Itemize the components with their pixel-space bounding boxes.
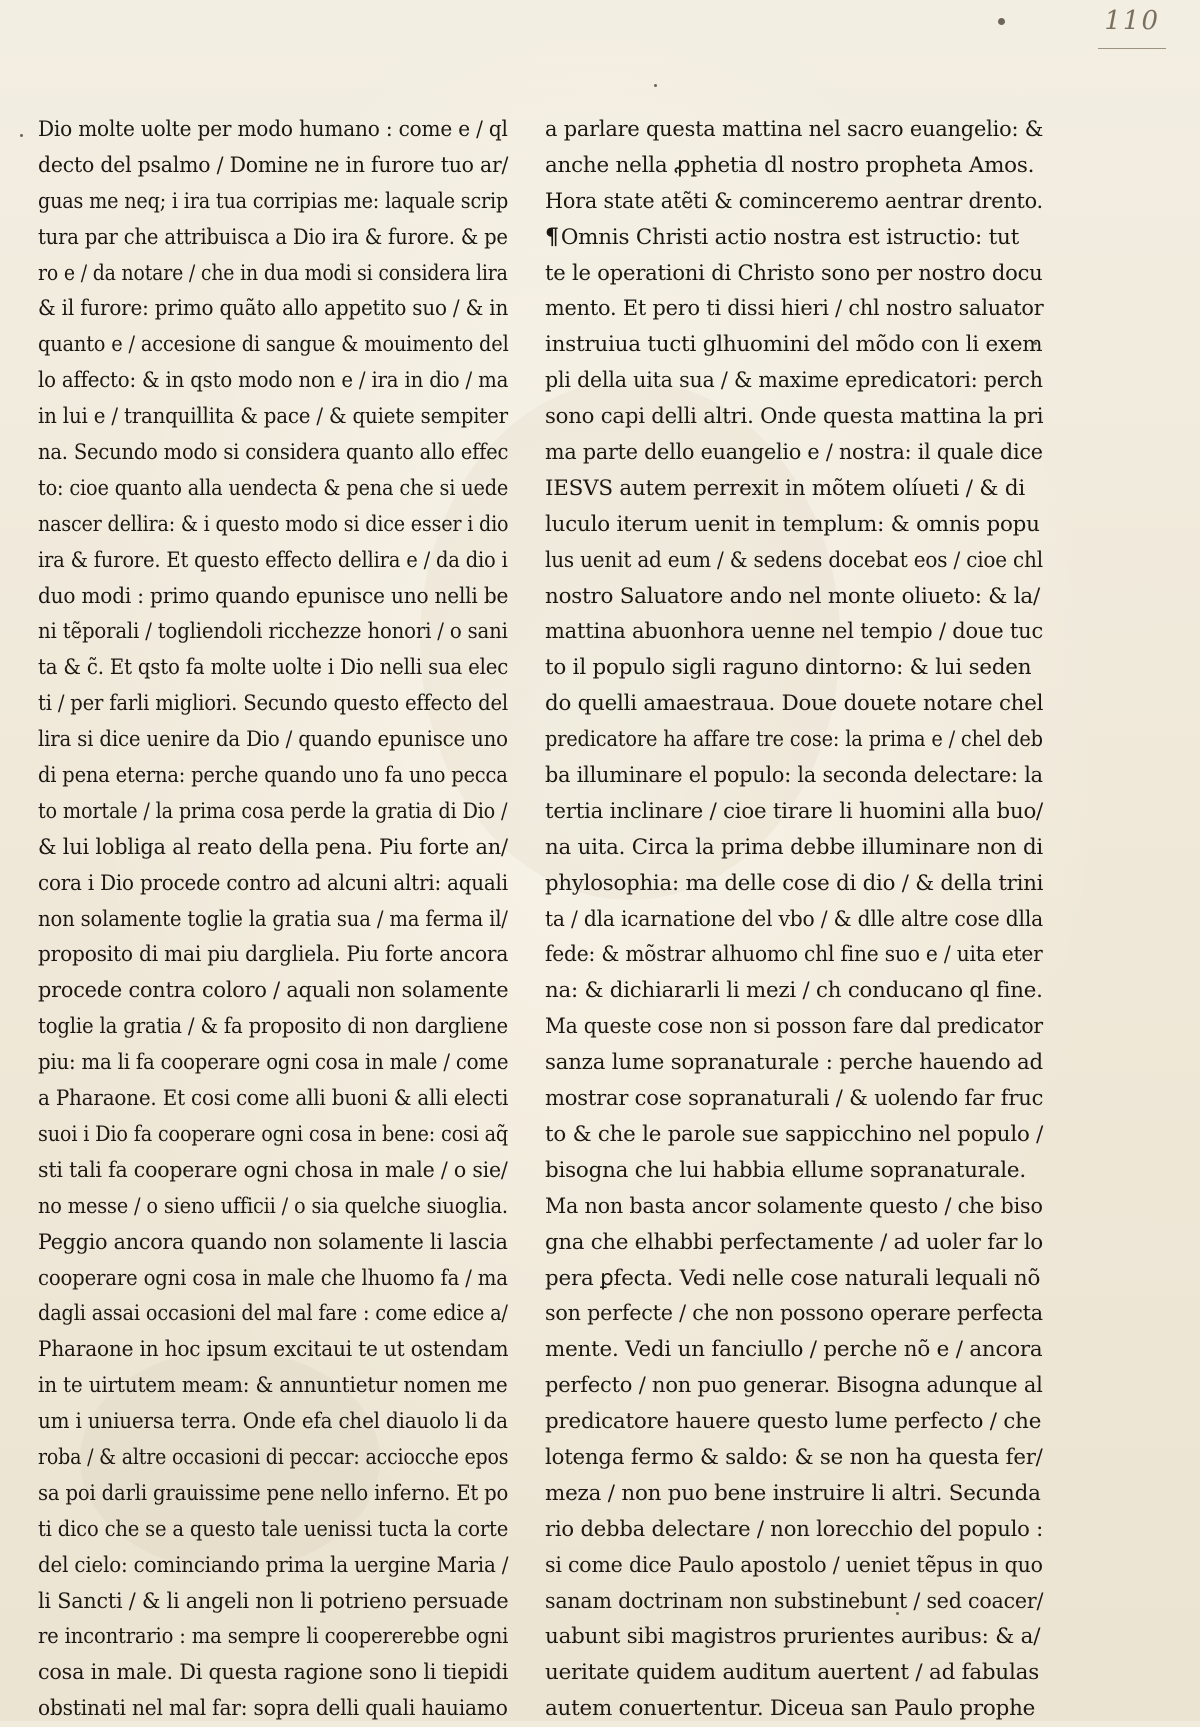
text-line — [545, 686, 1044, 722]
text-line — [545, 1153, 1043, 1189]
text-line-content: Hora state atẽti & cominceremo aentrar drento. — [545, 188, 1043, 214]
text-line-content: cora i Dio procede contro ad alcuni altri: aquali — [38, 870, 508, 896]
text-line-content: lus uenit ad eum / & sedens docebat eos / cioe chl — [545, 547, 1043, 573]
text-line-content: uabunt sibi magistros prurientes auribus: & a/ — [545, 1624, 1041, 1650]
left-text-column — [38, 112, 508, 1727]
text-line-content: Peggio ancora quando non solamente li lascia — [38, 1229, 508, 1255]
ink-speck — [20, 134, 23, 137]
text-line — [545, 579, 1043, 615]
text-line-content: roba / & altre occasioni di peccar: acciocche epos — [38, 1444, 509, 1470]
text-line — [545, 471, 1043, 507]
text-line — [38, 1655, 509, 1691]
text-line-content: phylosophia: ma delle cose di dio / & della trini — [545, 870, 1044, 896]
text-line — [38, 543, 508, 579]
text-line-content: predicatore ha affare tre cose: la prima e / chel deb — [545, 727, 1043, 753]
text-line-content: li Sancti / & li angeli non li potrieno persuade — [38, 1588, 509, 1614]
text-line-content: proposito di mai piu dargliela. Piu forte ancora — [38, 942, 509, 968]
text-line — [545, 184, 1043, 220]
text-line-content: del cielo: cominciando prima la uergine Maria / — [38, 1552, 509, 1578]
text-line — [38, 722, 508, 758]
text-line-content: sono capi delli altri. Onde questa mattina la pri — [545, 404, 1044, 430]
text-line — [38, 1117, 509, 1153]
text-line — [38, 1691, 508, 1727]
text-line-content: & il furore: primo quãto allo appetito suo / & in — [38, 296, 509, 322]
text-line — [545, 256, 1043, 292]
text-line — [38, 1440, 509, 1476]
text-line — [38, 1619, 509, 1655]
text-line — [38, 1225, 508, 1261]
text-line — [38, 614, 508, 650]
text-line — [38, 1296, 508, 1332]
text-line — [38, 937, 509, 973]
text-line-content: IESVS autem perrexit in mõtem olíueti / & di — [545, 475, 1025, 501]
text-line — [545, 327, 1043, 363]
text-line — [38, 184, 509, 220]
text-line — [38, 507, 509, 543]
text-line-content: meza / non puo bene instruire li altri. Secunda — [545, 1480, 1041, 1506]
text-line — [38, 794, 508, 830]
text-line-content: luculo iterum uenit in templum: & omnis popu — [545, 511, 1040, 537]
text-line — [545, 830, 1044, 866]
text-line — [545, 1117, 1044, 1153]
text-line-content: si come dice Paulo apostolo / ueniet tẽpus in quo — [545, 1552, 1043, 1578]
text-line — [545, 1619, 1043, 1655]
text-line-content: mattina abuonhora uenne nel tempio / doue tuc — [545, 619, 1043, 645]
text-line-content: sti tali fa cooperare ogni chosa in male / o sie/ — [38, 1157, 508, 1183]
text-line-content: fede: & mõstrar alhuomo chl fine suo e / uita eter — [545, 942, 1043, 968]
text-line-content: instruiua tucti glhuomini del mõdo con li exem — [545, 332, 1043, 358]
text-line — [38, 1009, 508, 1045]
text-line-content: na: & dichiararli li mezi / ch conducano ql fine. — [545, 978, 1043, 1004]
text-line — [38, 363, 509, 399]
text-line-content: Ma non basta ancor solamente questo / che biso — [545, 1193, 1043, 1219]
text-line — [545, 1368, 1043, 1404]
paragraph-mark: ¶ — [545, 223, 559, 250]
text-line-content: Ma queste cose non si posson fare dal predicator — [545, 1014, 1043, 1040]
text-line — [38, 1584, 509, 1620]
text-line — [38, 291, 509, 327]
text-line-content: predicatore hauere questo lume perfecto / che — [545, 1409, 1042, 1435]
text-line — [38, 1045, 509, 1081]
text-line-content: no messe / o sieno ufficii / o sia quelche siuoglia. — [38, 1193, 508, 1219]
text-line-content: mente. Vedi un fanciullo / perche nõ e / ancora — [545, 1337, 1043, 1363]
text-line-content: ni tẽporali / togliendoli ricchezze honori / o sani — [38, 619, 508, 645]
text-line — [38, 1153, 508, 1189]
text-line — [545, 291, 1044, 327]
text-line-content: perfecto / non puo generar. Bisogna adunque al — [545, 1373, 1043, 1399]
text-line — [545, 758, 1043, 794]
text-line — [38, 220, 508, 256]
text-line-content: sa poi darli grauissime pene nello inferno. Et po — [38, 1480, 509, 1506]
text-line — [38, 579, 509, 615]
text-line-content: ira & furore. Et questo effecto dellira e / da dio i — [38, 547, 508, 573]
text-line — [545, 937, 1043, 973]
text-line — [545, 1261, 1043, 1297]
text-line — [38, 866, 508, 902]
text-line — [38, 650, 509, 686]
text-line — [38, 471, 509, 507]
text-line — [545, 148, 1043, 184]
text-line — [38, 112, 508, 148]
text-line — [545, 1691, 1043, 1727]
text-line — [38, 1081, 509, 1117]
text-line — [545, 399, 1044, 435]
text-line-content: Omnis Christi actio nostra est istructio: tut — [560, 224, 1020, 250]
text-line-content: Pharaone in hoc ipsum excitaui te ut ostendam — [38, 1337, 509, 1363]
text-line — [545, 1548, 1043, 1584]
text-line — [545, 722, 1043, 758]
text-line — [38, 1332, 509, 1368]
text-line — [545, 1476, 1043, 1512]
text-line — [545, 1081, 1044, 1117]
text-line-content: in te uirtutem meam: & annuntietur nomen me — [38, 1373, 508, 1399]
text-line-content: & lui lobliga al reato della pena. Piu forte an/ — [38, 834, 508, 860]
text-line — [38, 1512, 509, 1548]
text-line-content: lira si dice uenire da Dio / quando epunisce uno — [38, 727, 508, 753]
text-line-content: to & che le parole sue sappicchino nel populo / — [545, 1121, 1044, 1147]
text-line-content: procede contra coloro / aquali non solamente — [38, 978, 509, 1004]
text-line-content: ueritate quidem auditum auertent / ad fabulas — [545, 1660, 1039, 1686]
text-line — [38, 1476, 509, 1512]
text-line-content: obstinati nel mal far: sopra delli quali hauiamo — [38, 1696, 508, 1722]
text-line — [38, 256, 508, 292]
text-line-content: tertia inclinare / cioe tirare li huomini alla buo/ — [545, 798, 1044, 824]
text-line — [545, 1332, 1043, 1368]
text-line — [545, 1655, 1043, 1691]
text-line — [545, 435, 1043, 471]
text-line-content: pera ꝑfecta. Vedi nelle cose naturali lequali nõ — [545, 1265, 1041, 1291]
text-line-content: cosa in male. Di questa ragione sono li tiepidi — [38, 1660, 509, 1686]
text-line-content: anche nella ꝓphetia dl nostro propheta Amos. — [545, 152, 1035, 178]
text-line-content: do quelli amaestraua. Doue douete notare chel — [545, 691, 1044, 717]
text-line — [545, 1584, 1044, 1620]
text-line — [545, 1189, 1043, 1225]
text-line — [38, 1189, 508, 1225]
text-line — [545, 112, 1044, 148]
text-line-content: ro e / da notare / che in dua modi si considera lira — [38, 260, 508, 286]
text-line-content: sanza lume sopranaturale : perche hauendo ad — [545, 1050, 1043, 1076]
text-line-content: autem conuertentur. Diceua san Paulo prophe — [545, 1696, 1036, 1722]
text-line-content: ti / per farli migliori. Secundo questo effecto del — [38, 691, 508, 717]
text-line — [38, 1368, 508, 1404]
text-line — [38, 902, 508, 938]
text-line — [545, 794, 1044, 830]
text-line-content: Dio molte uolte per modo humano : come e / ql — [38, 117, 508, 142]
text-line-content: a Pharaone. Et cosi come alli buoni & alli electi — [38, 1086, 509, 1112]
text-line-content: ba illuminare el populo: la seconda delectare: la — [545, 763, 1043, 789]
text-line-content: pli della uita sua / & maxime epredicatori: perch — [545, 368, 1043, 394]
text-line — [545, 866, 1044, 902]
text-line-content: mento. Et pero ti dissi hieri / chl nostro saluator — [545, 296, 1044, 322]
text-line-content: lotenga fermo & saldo: & se non ha questa fer/ — [545, 1444, 1043, 1470]
text-line — [545, 1404, 1043, 1440]
text-line-content: nascer dellira: & i questo modo si dice esser i dio — [38, 511, 509, 537]
text-line — [545, 973, 1043, 1009]
text-line-content: gna che elhabbi perfectamente / ad uoler far lo — [545, 1229, 1043, 1255]
text-line-content: nostro Saluatore ando nel monte oliueto: & la/ — [545, 583, 1040, 609]
text-line — [545, 1440, 1043, 1476]
text-line-content: to: cioe quanto alla uendecta & pena che si uede — [38, 475, 509, 501]
text-line-content: mostrar cose sopranaturali / & uolendo far fruc — [545, 1086, 1044, 1112]
text-line-content: quanto e / accesione di sangue & mouimento del — [38, 332, 509, 358]
text-line-content: cooperare ogni cosa in male che lhuomo fa / ma — [38, 1265, 508, 1291]
text-line — [38, 148, 509, 184]
text-line-content: duo modi : primo quando epunisce uno nelli be — [38, 583, 509, 609]
text-line-content: ta / dla icarnatione del vbo / & dlle altre cose dlla — [545, 906, 1043, 932]
text-line-content: son perfecte / che non possono operare perfecta — [545, 1301, 1043, 1327]
text-line — [545, 902, 1043, 938]
text-line — [38, 830, 508, 866]
folio-number: 110 — [1104, 6, 1160, 36]
text-line-content: to il populo sigli raguno dintorno: & lui seden — [545, 655, 1032, 681]
text-line-content: na uita. Circa la prima debbe illuminare non di — [545, 834, 1044, 860]
text-line — [545, 363, 1043, 399]
text-line-content: in lui e / tranquillita & pace / & quiete sempiter — [38, 404, 508, 430]
text-line-content: na. Secundo modo si considera quanto allo effec — [38, 440, 509, 466]
text-line — [38, 1404, 508, 1440]
text-line-content: piu: ma li fa cooperare ogni cosa in male / come — [38, 1050, 509, 1076]
text-line-content: rio debba delectare / non lorecchio del populo : — [545, 1516, 1044, 1542]
text-line — [38, 1548, 509, 1584]
text-line — [545, 1045, 1043, 1081]
text-line — [545, 220, 1043, 256]
text-line-content: tura par che attribuisca a Dio ira & furore. & pe — [38, 224, 508, 250]
text-line — [38, 327, 509, 363]
text-line-content: lo affecto: & in qsto modo non e / ira in dio / ma — [38, 368, 509, 394]
right-text-column — [545, 112, 1043, 1727]
text-line — [545, 1009, 1043, 1045]
text-line-content: ma parte dello euangelio e / nostra: il quale dice — [545, 440, 1043, 466]
ink-speck — [654, 84, 657, 87]
text-line — [38, 973, 509, 1009]
text-line-content: decto del psalmo / Domine ne in furore tuo ar/ — [38, 152, 509, 178]
text-line — [545, 507, 1043, 543]
text-line-content: di pena eterna: perche quando uno fa uno pecca — [38, 763, 508, 789]
ink-speck — [998, 18, 1005, 25]
text-line-content: te le operationi di Christo sono per nostro docu — [545, 260, 1043, 286]
text-line-content: suoi i Dio fa cooperare ogni cosa in bene: cosi aq̃ — [38, 1121, 509, 1147]
folio-underline — [1098, 48, 1166, 49]
text-line-content: a parlare questa mattina nel sacro euangelio: & — [545, 117, 1044, 142]
text-line — [38, 435, 509, 471]
text-line-content: bisogna che lui habbia ellume sopranaturale. — [545, 1157, 1026, 1183]
text-line-content: re incontrario : ma sempre li coopererebbe ogni — [38, 1624, 509, 1650]
text-line — [38, 399, 508, 435]
text-line — [545, 1225, 1043, 1261]
text-line-content: non solamente toglie la gratia sua / ma ferma il/ — [38, 906, 508, 932]
text-line — [545, 543, 1043, 579]
text-line — [38, 758, 508, 794]
text-line-content: to mortale / la prima cosa perde la gratia di Dio / — [38, 798, 508, 824]
text-line — [545, 614, 1043, 650]
text-line — [38, 686, 508, 722]
text-line-content: guas me neq; i ira tua corripias me: laquale scrip — [38, 188, 509, 214]
text-line — [545, 1512, 1044, 1548]
text-line — [38, 1261, 508, 1297]
text-line-content: sanam doctrinam non substinebunt / sed coacer/ — [545, 1588, 1044, 1614]
text-line — [545, 1296, 1043, 1332]
text-line-content: dagli assai occasioni del mal fare : come edice a/ — [38, 1301, 508, 1327]
text-line — [545, 650, 1043, 686]
text-line-content: ti dico che se a questo tale uenissi tucta la corte — [38, 1516, 509, 1542]
text-line-content: toglie la gratia / & fa proposito di non dargliene — [38, 1014, 508, 1040]
text-line-content: um i uniuersa terra. Onde efa chel diauolo li da — [38, 1409, 508, 1435]
text-line-content: ta & c̃. Et qsto fa molte uolte i Dio nelli sua elec — [38, 655, 509, 681]
